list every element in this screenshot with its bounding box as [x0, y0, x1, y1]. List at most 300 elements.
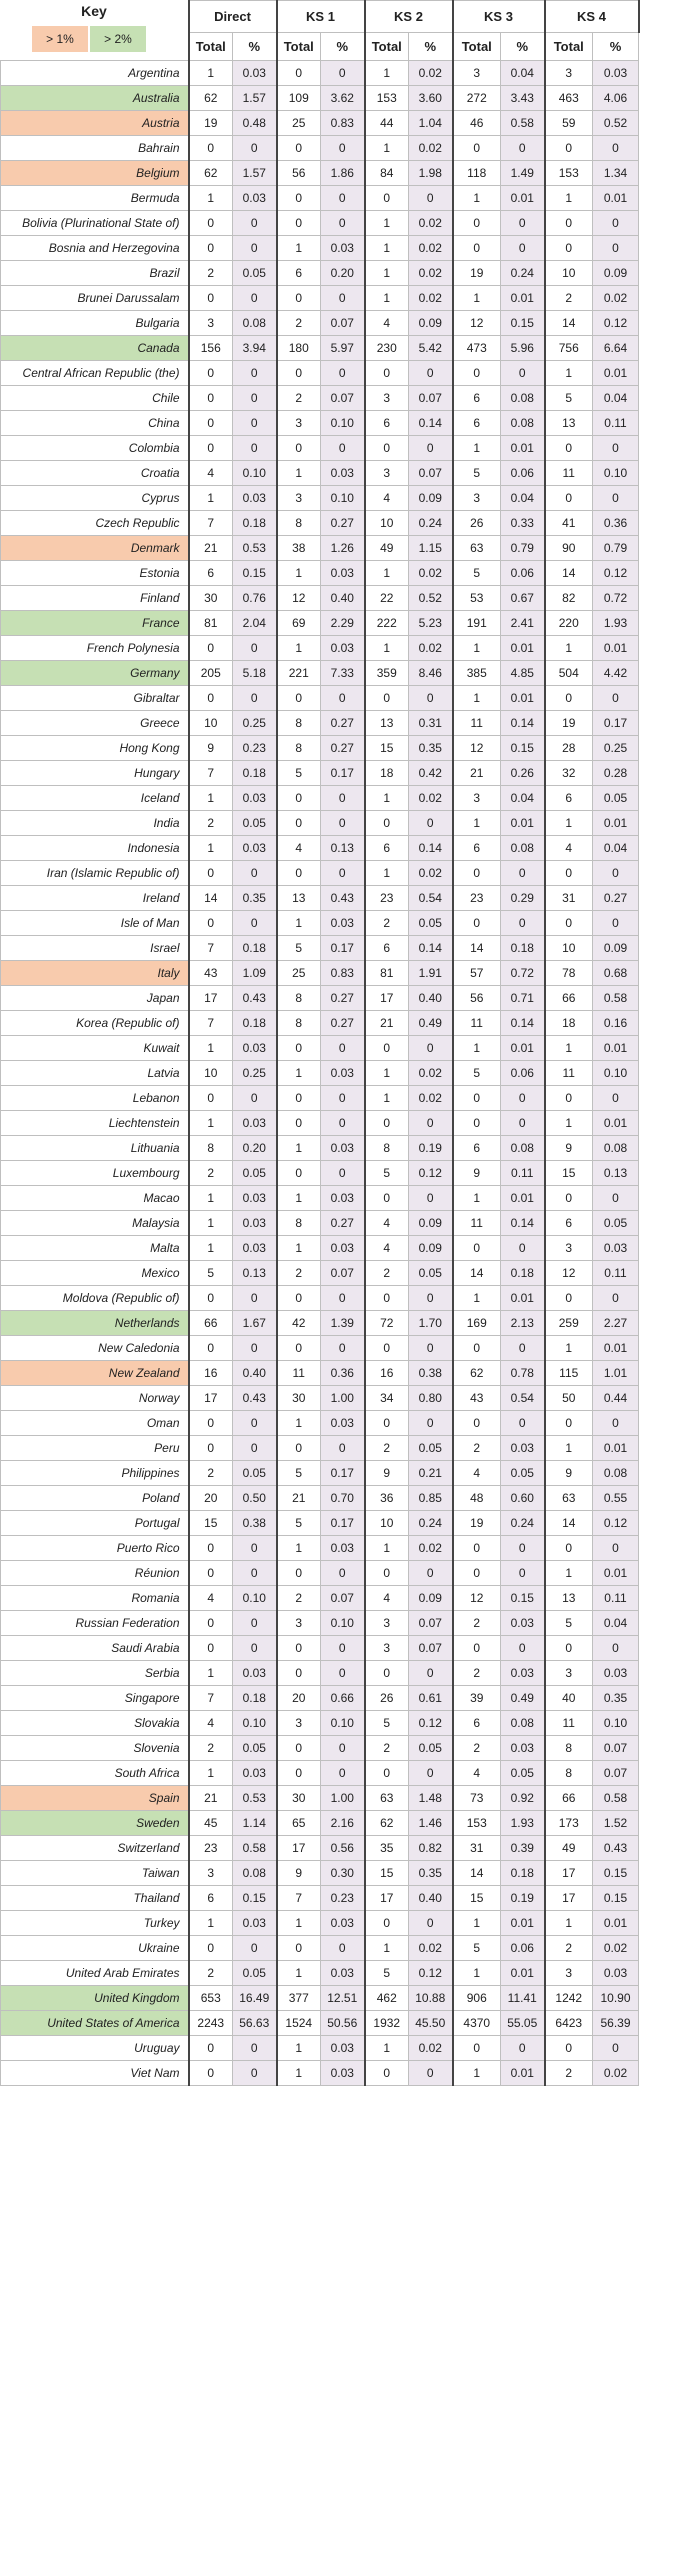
- total-cell: 2: [189, 1461, 233, 1486]
- pct-cell: 0.36: [593, 511, 639, 536]
- pct-cell: 0.18: [501, 1861, 545, 1886]
- total-cell: 69: [277, 611, 321, 636]
- pct-cell: 0.03: [233, 61, 277, 86]
- country-cell: Malta: [1, 1236, 189, 1261]
- total-cell: 153: [545, 161, 593, 186]
- total-cell: 4: [189, 1586, 233, 1611]
- total-cell: 1: [453, 286, 501, 311]
- pct-cell: 0.27: [321, 1011, 365, 1036]
- total-cell: 4370: [453, 2011, 501, 2036]
- total-cell: 1524: [277, 2011, 321, 2036]
- pct-cell: 0: [321, 436, 365, 461]
- pct-cell: 0.11: [593, 1586, 639, 1611]
- total-cell: 9: [545, 1136, 593, 1161]
- country-cell: Brazil: [1, 261, 189, 286]
- pct-cell: 0.10: [321, 1611, 365, 1636]
- total-cell: 1: [277, 1911, 321, 1936]
- subheader-total: Total: [453, 33, 501, 61]
- total-cell: 4: [545, 836, 593, 861]
- total-cell: 3: [453, 61, 501, 86]
- total-cell: 23: [189, 1836, 233, 1861]
- country-cell: Czech Republic: [1, 511, 189, 536]
- total-cell: 3: [545, 61, 593, 86]
- pct-cell: 0.17: [593, 711, 639, 736]
- total-cell: 19: [545, 711, 593, 736]
- total-cell: 1: [189, 1211, 233, 1236]
- total-cell: 9: [545, 1461, 593, 1486]
- total-cell: 0: [545, 236, 593, 261]
- total-cell: 0: [453, 2036, 501, 2061]
- total-cell: 32: [545, 761, 593, 786]
- total-cell: 5: [277, 1511, 321, 1536]
- pct-cell: 0.02: [409, 2036, 453, 2061]
- total-cell: 0: [365, 361, 409, 386]
- pct-cell: 0: [233, 136, 277, 161]
- total-cell: 0: [189, 411, 233, 436]
- total-cell: 5: [453, 1061, 501, 1086]
- pct-cell: 0.58: [593, 1786, 639, 1811]
- country-cell: Netherlands: [1, 1311, 189, 1336]
- table-row: [1, 1361, 639, 1386]
- total-cell: 0: [453, 1086, 501, 1111]
- total-cell: 221: [277, 661, 321, 686]
- total-cell: 1: [189, 1236, 233, 1261]
- total-cell: 2: [365, 1261, 409, 1286]
- pct-cell: 0.03: [321, 561, 365, 586]
- country-cell: Bulgaria: [1, 311, 189, 336]
- pct-cell: 0.07: [321, 386, 365, 411]
- total-cell: 5: [365, 1961, 409, 1986]
- total-cell: 0: [277, 436, 321, 461]
- pct-cell: 0.09: [409, 311, 453, 336]
- total-cell: 46: [453, 111, 501, 136]
- pct-cell: 0: [501, 911, 545, 936]
- total-cell: 359: [365, 661, 409, 686]
- total-cell: 205: [189, 661, 233, 686]
- total-cell: 12: [453, 311, 501, 336]
- pct-cell: 0.70: [321, 1486, 365, 1511]
- country-cell: French Polynesia: [1, 636, 189, 661]
- total-cell: 0: [189, 286, 233, 311]
- pct-cell: 0.05: [233, 1161, 277, 1186]
- group-header: Direct: [189, 1, 277, 33]
- total-cell: 0: [277, 1036, 321, 1061]
- pct-cell: 0.24: [501, 261, 545, 286]
- country-cell: Isle of Man: [1, 911, 189, 936]
- total-cell: 473: [453, 336, 501, 361]
- total-cell: 0: [277, 1286, 321, 1311]
- total-cell: 1242: [545, 1986, 593, 2011]
- total-cell: 10: [365, 511, 409, 536]
- total-cell: 78: [545, 961, 593, 986]
- total-cell: 8: [189, 1136, 233, 1161]
- pct-cell: 0.17: [321, 936, 365, 961]
- table-row: [1, 1286, 639, 1311]
- pct-cell: 0.05: [233, 1736, 277, 1761]
- pct-cell: 0.03: [321, 236, 365, 261]
- total-cell: 0: [277, 861, 321, 886]
- pct-cell: 0.40: [409, 986, 453, 1011]
- total-cell: 2: [453, 1436, 501, 1461]
- pct-cell: 0.20: [233, 1136, 277, 1161]
- total-cell: 18: [365, 761, 409, 786]
- total-cell: 17: [189, 1386, 233, 1411]
- table-row: [1, 1211, 639, 1236]
- total-cell: 1: [277, 1536, 321, 1561]
- pct-cell: 0: [233, 636, 277, 661]
- table-row: [1, 961, 639, 986]
- total-cell: 8: [545, 1761, 593, 1786]
- pct-cell: 2.04: [233, 611, 277, 636]
- total-cell: 82: [545, 586, 593, 611]
- total-cell: 36: [365, 1486, 409, 1511]
- pct-cell: 0: [321, 861, 365, 886]
- pct-cell: 45.50: [409, 2011, 453, 2036]
- total-cell: 14: [545, 311, 593, 336]
- pct-cell: 0: [593, 861, 639, 886]
- table-row: [1, 1761, 639, 1786]
- total-cell: 1: [365, 636, 409, 661]
- pct-cell: 0.76: [233, 586, 277, 611]
- pct-cell: 0: [233, 1636, 277, 1661]
- total-cell: 4: [365, 311, 409, 336]
- pct-cell: 0: [501, 1336, 545, 1361]
- total-cell: 20: [277, 1686, 321, 1711]
- pct-cell: 0.08: [501, 1711, 545, 1736]
- pct-cell: 0: [409, 186, 453, 211]
- pct-cell: 0.25: [233, 1061, 277, 1086]
- total-cell: 14: [453, 1261, 501, 1286]
- total-cell: 62: [365, 1811, 409, 1836]
- country-cell: Austria: [1, 111, 189, 136]
- pct-cell: 0.08: [233, 1861, 277, 1886]
- pct-cell: 0.04: [593, 1611, 639, 1636]
- pct-cell: 0.78: [501, 1361, 545, 1386]
- total-cell: 3: [189, 311, 233, 336]
- pct-cell: 0.02: [409, 136, 453, 161]
- country-cell: Spain: [1, 1786, 189, 1811]
- country-cell: Brunei Darussalam: [1, 286, 189, 311]
- key-legend: [0, 0, 188, 60]
- country-cell: Réunion: [1, 1561, 189, 1586]
- total-cell: 504: [545, 661, 593, 686]
- pct-cell: 0: [321, 211, 365, 236]
- country-cell: Oman: [1, 1411, 189, 1436]
- total-cell: 23: [453, 886, 501, 911]
- total-cell: 0: [277, 1736, 321, 1761]
- pct-cell: 0.27: [321, 986, 365, 1011]
- table-row: [1, 686, 639, 711]
- country-cell: Iceland: [1, 786, 189, 811]
- total-cell: 0: [453, 1561, 501, 1586]
- pct-cell: 1.01: [593, 1361, 639, 1386]
- table-row: [1, 1736, 639, 1761]
- pct-cell: 0.82: [409, 1836, 453, 1861]
- pct-cell: 0.01: [501, 1186, 545, 1211]
- table-row: [1, 986, 639, 1011]
- table-row: [1, 186, 639, 211]
- total-cell: 1: [365, 561, 409, 586]
- pct-cell: 0: [321, 686, 365, 711]
- total-cell: 21: [277, 1486, 321, 1511]
- total-cell: 6: [453, 411, 501, 436]
- total-cell: 9: [365, 1461, 409, 1486]
- pct-cell: 0.03: [233, 1761, 277, 1786]
- pct-cell: 0: [321, 786, 365, 811]
- total-cell: 0: [365, 436, 409, 461]
- pct-cell: 0: [501, 361, 545, 386]
- pct-cell: 0.08: [501, 836, 545, 861]
- total-cell: 1: [277, 2036, 321, 2061]
- total-cell: 0: [453, 1536, 501, 1561]
- country-cell: Peru: [1, 1436, 189, 1461]
- pct-cell: 0: [501, 136, 545, 161]
- total-cell: 8: [277, 736, 321, 761]
- pct-cell: 1.57: [233, 86, 277, 111]
- country-cell: Croatia: [1, 461, 189, 486]
- pct-cell: 0.02: [409, 861, 453, 886]
- table-row: [1, 1411, 639, 1436]
- total-cell: 6: [365, 836, 409, 861]
- table-row: [1, 861, 639, 886]
- pct-cell: 0.52: [593, 111, 639, 136]
- total-cell: 1: [545, 811, 593, 836]
- total-cell: 0: [365, 1286, 409, 1311]
- group-header: KS 2: [365, 1, 453, 33]
- total-cell: 0: [189, 1636, 233, 1661]
- pct-cell: 10.90: [593, 1986, 639, 2011]
- pct-cell: 0: [593, 1186, 639, 1211]
- total-cell: 3: [365, 1611, 409, 1636]
- total-cell: 1: [545, 1111, 593, 1136]
- country-cell: Estonia: [1, 561, 189, 586]
- total-cell: 43: [189, 961, 233, 986]
- total-cell: 5: [545, 1611, 593, 1636]
- table-row: [1, 611, 639, 636]
- total-cell: 0: [189, 211, 233, 236]
- group-header: KS 1: [277, 1, 365, 33]
- table-row: [1, 1686, 639, 1711]
- total-cell: 0: [453, 236, 501, 261]
- pct-cell: 0.12: [409, 1961, 453, 1986]
- total-cell: 4: [365, 1586, 409, 1611]
- total-cell: 109: [277, 86, 321, 111]
- pct-cell: 0.35: [409, 1861, 453, 1886]
- table-row: [1, 1111, 639, 1136]
- pct-cell: 0.12: [593, 561, 639, 586]
- pct-cell: 0: [409, 1911, 453, 1936]
- pct-cell: 0.27: [593, 886, 639, 911]
- pct-cell: 0.61: [409, 1686, 453, 1711]
- pct-cell: 0.03: [321, 1136, 365, 1161]
- country-cell: Viet Nam: [1, 2061, 189, 2086]
- total-cell: 0: [365, 1561, 409, 1586]
- total-cell: 1: [453, 186, 501, 211]
- total-cell: 30: [189, 586, 233, 611]
- total-cell: 6: [277, 261, 321, 286]
- country-cell: Bosnia and Herzegovina: [1, 236, 189, 261]
- table-row: [1, 2036, 639, 2061]
- total-cell: 11: [545, 461, 593, 486]
- table-row: [1, 236, 639, 261]
- pct-cell: 0.18: [501, 1261, 545, 1286]
- total-cell: 17: [545, 1886, 593, 1911]
- pct-cell: 0.01: [501, 2061, 545, 2086]
- total-cell: 1: [277, 461, 321, 486]
- country-cell: Greece: [1, 711, 189, 736]
- total-cell: 1: [365, 1061, 409, 1086]
- total-cell: 0: [545, 1186, 593, 1211]
- total-cell: 8: [277, 511, 321, 536]
- total-cell: 0: [189, 1086, 233, 1111]
- total-cell: 0: [545, 1086, 593, 1111]
- table-row: [1, 1611, 639, 1636]
- country-cell: Uruguay: [1, 2036, 189, 2061]
- total-cell: 56: [277, 161, 321, 186]
- pct-cell: 0.18: [233, 1011, 277, 1036]
- pct-cell: 0: [233, 1936, 277, 1961]
- pct-cell: 0.83: [321, 961, 365, 986]
- table-row: [1, 736, 639, 761]
- pct-cell: 0.08: [233, 311, 277, 336]
- pct-cell: 0.60: [501, 1486, 545, 1511]
- country-cell: Cyprus: [1, 486, 189, 511]
- pct-cell: 0.01: [501, 636, 545, 661]
- total-cell: 0: [365, 1336, 409, 1361]
- table-row: [1, 1586, 639, 1611]
- country-cell: Switzerland: [1, 1836, 189, 1861]
- table-row: [1, 1061, 639, 1086]
- total-cell: 0: [365, 1661, 409, 1686]
- total-cell: 5: [453, 461, 501, 486]
- total-cell: 66: [545, 986, 593, 1011]
- pct-cell: 0.03: [321, 2036, 365, 2061]
- country-cell: Argentina: [1, 61, 189, 86]
- country-cell: United Kingdom: [1, 1986, 189, 2011]
- pct-cell: 1.00: [321, 1386, 365, 1411]
- total-cell: 0: [189, 2061, 233, 2086]
- pct-cell: 0.05: [409, 1261, 453, 1286]
- total-cell: 0: [365, 811, 409, 836]
- total-cell: 6: [365, 936, 409, 961]
- pct-cell: 0.04: [593, 386, 639, 411]
- pct-cell: 0.68: [593, 961, 639, 986]
- group-header: KS 4: [545, 1, 639, 33]
- country-cell: Norway: [1, 1386, 189, 1411]
- total-cell: 6: [453, 1711, 501, 1736]
- country-cell: Malaysia: [1, 1211, 189, 1236]
- total-cell: 1: [277, 911, 321, 936]
- total-cell: 1: [189, 1111, 233, 1136]
- pct-cell: 0: [593, 1536, 639, 1561]
- total-cell: 191: [453, 611, 501, 636]
- pct-cell: 0.03: [233, 1661, 277, 1686]
- total-cell: 57: [453, 961, 501, 986]
- pct-cell: 0.58: [233, 1836, 277, 1861]
- total-cell: 53: [453, 586, 501, 611]
- total-cell: 0: [277, 1636, 321, 1661]
- total-cell: 180: [277, 336, 321, 361]
- total-cell: 63: [453, 536, 501, 561]
- country-cell: Gibraltar: [1, 686, 189, 711]
- pct-cell: 0: [593, 1286, 639, 1311]
- table-row: [1, 461, 639, 486]
- pct-cell: 0: [409, 1036, 453, 1061]
- pct-cell: 0.12: [593, 1511, 639, 1536]
- total-cell: 0: [545, 486, 593, 511]
- pct-cell: 0.19: [409, 1136, 453, 1161]
- total-cell: 1: [453, 1961, 501, 1986]
- pct-cell: 0.15: [593, 1886, 639, 1911]
- total-cell: 653: [189, 1986, 233, 2011]
- pct-cell: 0.01: [501, 286, 545, 311]
- pct-cell: 0.49: [501, 1686, 545, 1711]
- pct-cell: 1.39: [321, 1311, 365, 1336]
- pct-cell: 0.19: [501, 1886, 545, 1911]
- total-cell: 222: [365, 611, 409, 636]
- pct-cell: 0.08: [501, 386, 545, 411]
- total-cell: 41: [545, 511, 593, 536]
- pct-cell: 0.23: [233, 736, 277, 761]
- total-cell: 0: [453, 136, 501, 161]
- pct-cell: 0.03: [233, 1911, 277, 1936]
- table-row: [1, 311, 639, 336]
- total-cell: 1: [189, 186, 233, 211]
- country-cell: Singapore: [1, 1686, 189, 1711]
- pct-cell: 0.49: [409, 1011, 453, 1036]
- pct-cell: 0.02: [593, 286, 639, 311]
- pct-cell: 0.15: [501, 311, 545, 336]
- total-cell: 1: [365, 2036, 409, 2061]
- pct-cell: 0.24: [501, 1511, 545, 1536]
- total-cell: 8: [545, 1736, 593, 1761]
- total-cell: 0: [277, 186, 321, 211]
- total-cell: 20: [189, 1486, 233, 1511]
- total-cell: 115: [545, 1361, 593, 1386]
- pct-cell: 0.01: [593, 811, 639, 836]
- pct-cell: 0.40: [233, 1361, 277, 1386]
- pct-cell: 0.58: [593, 986, 639, 1011]
- table-row: [1, 1536, 639, 1561]
- pct-cell: 0.20: [321, 261, 365, 286]
- pct-cell: 0: [593, 136, 639, 161]
- total-cell: 14: [453, 936, 501, 961]
- pct-cell: 0.05: [409, 1436, 453, 1461]
- pct-cell: 0: [409, 686, 453, 711]
- pct-cell: 0.30: [321, 1861, 365, 1886]
- pct-cell: 0.05: [501, 1761, 545, 1786]
- pct-cell: 0.06: [501, 1936, 545, 1961]
- pct-cell: 0: [501, 1111, 545, 1136]
- total-cell: 1: [453, 1911, 501, 1936]
- total-cell: 30: [277, 1386, 321, 1411]
- total-cell: 59: [545, 111, 593, 136]
- pct-cell: 0.07: [409, 1611, 453, 1636]
- table-row: [1, 61, 639, 86]
- pct-cell: 0: [593, 1636, 639, 1661]
- pct-cell: 0.38: [233, 1511, 277, 1536]
- pct-cell: 0: [321, 811, 365, 836]
- pct-cell: 1.15: [409, 536, 453, 561]
- table-row: [1, 436, 639, 461]
- pct-cell: 1.67: [233, 1311, 277, 1336]
- pct-cell: 0.02: [409, 1086, 453, 1111]
- table-row: [1, 1836, 639, 1861]
- total-cell: 0: [365, 686, 409, 711]
- pct-cell: 0: [321, 1111, 365, 1136]
- pct-cell: 0: [321, 1436, 365, 1461]
- total-cell: 1: [453, 1186, 501, 1211]
